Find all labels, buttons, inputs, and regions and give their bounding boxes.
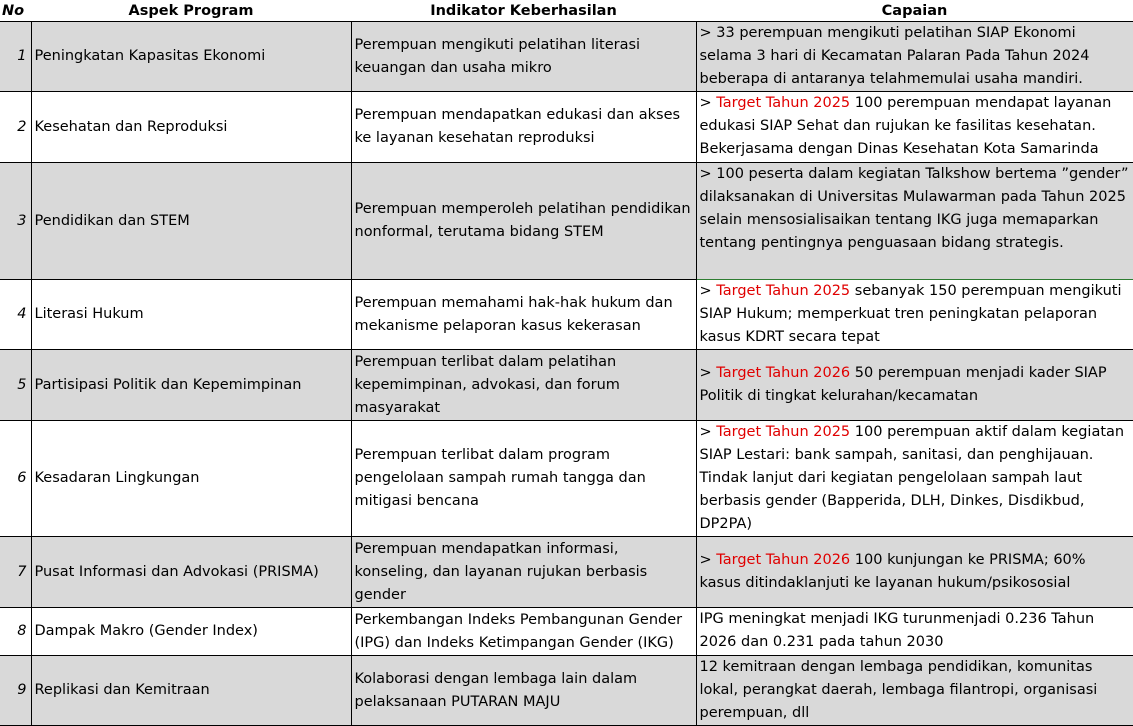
cell-aspek[interactable]: Dampak Makro (Gender Index) [31, 608, 351, 656]
header-aspek: Aspek Program [31, 0, 351, 22]
table-row [0, 92, 1133, 163]
table-row [0, 22, 1133, 92]
cell-aspek[interactable]: Literasi Hukum [31, 280, 351, 350]
cell-no[interactable]: 1 [0, 22, 31, 92]
cell-indikator[interactable]: Perkembangan Indeks Pembangunan Gender (IPG) dan Indeks Ketimpangan Gender (IKG) [351, 608, 696, 656]
cell-no[interactable]: 5 [0, 350, 31, 421]
header-indikator: Indikator Keberhasilan [351, 0, 696, 22]
cell-indikator[interactable]: Perempuan mengikuti pelatihan literasi keuangan dan usaha mikro [351, 22, 696, 92]
cell-indikator[interactable]: Perempuan mendapatkan edukasi dan akses ke layanan kesehatan reproduksi [351, 92, 696, 163]
cell-indikator[interactable]: Perempuan memperoleh pelatihan pendidikan nonformal, terutama bidang STEM [351, 163, 696, 280]
header-capaian: Capaian [696, 0, 1133, 22]
capaian-prefix: > [699, 283, 717, 299]
cell-indikator[interactable]: Kolaborasi dengan lembaga lain dalam pelaksanaan PUTARAN MAJU [351, 656, 696, 726]
capaian-prefix: > [699, 365, 717, 381]
cell-capaian[interactable] [696, 280, 1133, 350]
capaian-target: Target Tahun 2025 [716, 424, 851, 440]
cell-indikator[interactable]: Perempuan terlibat dalam program pengelolaan sampah rumah tangga dan mitigasi bencana [351, 421, 696, 537]
capaian-text: 50 perempuan menjadi kader SIAP Politik di tingkat kelurahan/kecamatan [699, 365, 1107, 404]
capaian-text: sebanyak 150 perempuan mengikuti SIAP Hukum; memperkuat tren peningkatan pelaporan kasus KDRT secara tepat [699, 283, 1122, 345]
cell-aspek[interactable]: Partisipasi Politik dan Kepemimpinan [31, 350, 351, 421]
cell-capaian[interactable] [696, 421, 1133, 537]
cell-no[interactable]: 9 [0, 656, 31, 726]
cell-no[interactable]: 8 [0, 608, 31, 656]
capaian-prefix: > [699, 552, 717, 568]
cell-aspek[interactable]: Peningkatan Kapasitas Ekonomi [31, 22, 351, 92]
cell-capaian[interactable] [696, 22, 1133, 92]
cell-aspek[interactable]: Pusat Informasi dan Advokasi (PRISMA) [31, 537, 351, 608]
capaian-prefix: > [699, 95, 717, 111]
cell-no[interactable]: 2 [0, 92, 31, 163]
cell-capaian[interactable] [696, 656, 1133, 726]
cell-capaian[interactable] [696, 350, 1133, 421]
capaian-target: Target Tahun 2026 [716, 552, 851, 568]
table-row [0, 280, 1133, 350]
cell-no[interactable]: 6 [0, 421, 31, 537]
capaian-text: 100 perempuan mendapat layanan edukasi SIAP Sehat dan rujukan ke fasilitas kesehatan. Bekerjasama dengan Dinas Kesehatan Kota Samarinda [699, 95, 1112, 157]
cell-capaian[interactable] [696, 92, 1133, 163]
header-no: No [0, 0, 31, 22]
table-row [0, 656, 1133, 726]
capaian-prefix: > [699, 424, 717, 440]
capaian-target: Target Tahun 2025 [716, 283, 851, 299]
table-row [0, 537, 1133, 608]
header-row [0, 0, 1133, 22]
cell-no[interactable]: 3 [0, 163, 31, 280]
capaian-text: 100 kunjungan ke PRISMA; 60% kasus ditindaklanjuti ke layanan hukum/psikososial [699, 552, 1086, 591]
cell-aspek[interactable]: Kesadaran Lingkungan [31, 421, 351, 537]
capaian-text: 100 perempuan aktif dalam kegiatan SIAP Lestari: bank sampah, sanitasi, dan penghijauan. Tindak lanjut dari kegiatan pengelolaan sampah laut berbasis gender (Bapperida, DLH, Dinkes, Disdikbud, DP2PA) [699, 424, 1125, 532]
capaian-prefix: > [699, 166, 717, 182]
cell-no[interactable]: 7 [0, 537, 31, 608]
cell-indikator[interactable]: Perempuan mendapatkan informasi, konseling, dan layanan rujukan berbasis gender [351, 537, 696, 608]
cell-capaian[interactable] [696, 537, 1133, 608]
capaian-text: 12 kemitraan dengan lembaga pendidikan, komunitas lokal, perangkat daerah, lembaga filantropi, organisasi perempuan, dll [699, 659, 1098, 721]
cell-aspek[interactable]: Kesehatan dan Reproduksi [31, 92, 351, 163]
cell-indikator[interactable]: Perempuan terlibat dalam pelatihan kepemimpinan, advokasi, dan forum masyarakat [351, 350, 696, 421]
cell-indikator[interactable]: Perempuan memahami hak-hak hukum dan mekanisme pelaporan kasus kekerasan [351, 280, 696, 350]
cell-capaian-selected[interactable] [696, 163, 1133, 280]
capaian-text: 33 perempuan mengikuti pelatihan SIAP Ekonomi selama 3 hari di Kecamatan Palaran Pada Tahun 2024 beberapa di antaranya telahmemulai usaha mandiri. [699, 25, 1090, 87]
table-row [0, 421, 1133, 537]
capaian-target: Target Tahun 2025 [716, 95, 851, 111]
table-row [0, 350, 1133, 421]
table-row [0, 608, 1133, 656]
capaian-target: Target Tahun 2026 [716, 365, 851, 381]
cell-capaian[interactable] [696, 608, 1133, 656]
cell-aspek[interactable]: Pendidikan dan STEM [31, 163, 351, 280]
capaian-text: IPG meningkat menjadi IKG turunmenjadi 0.236 Tahun 2026 dan 0.231 pada tahun 2030 [699, 611, 1095, 650]
cell-aspek[interactable]: Replikasi dan Kemitraan [31, 656, 351, 726]
capaian-text: 100 peserta dalam kegiatan Talkshow bertema ”gender” dilaksanakan di Universitas Mulawarman pada Tahun 2025 selain mensosialisaikan tentang IKG juga memaparkan tentang pentingnya penguasaan bidang strategis. [699, 166, 1129, 251]
cell-no[interactable]: 4 [0, 280, 31, 350]
table-row [0, 163, 1133, 280]
capaian-prefix: > [699, 25, 717, 41]
